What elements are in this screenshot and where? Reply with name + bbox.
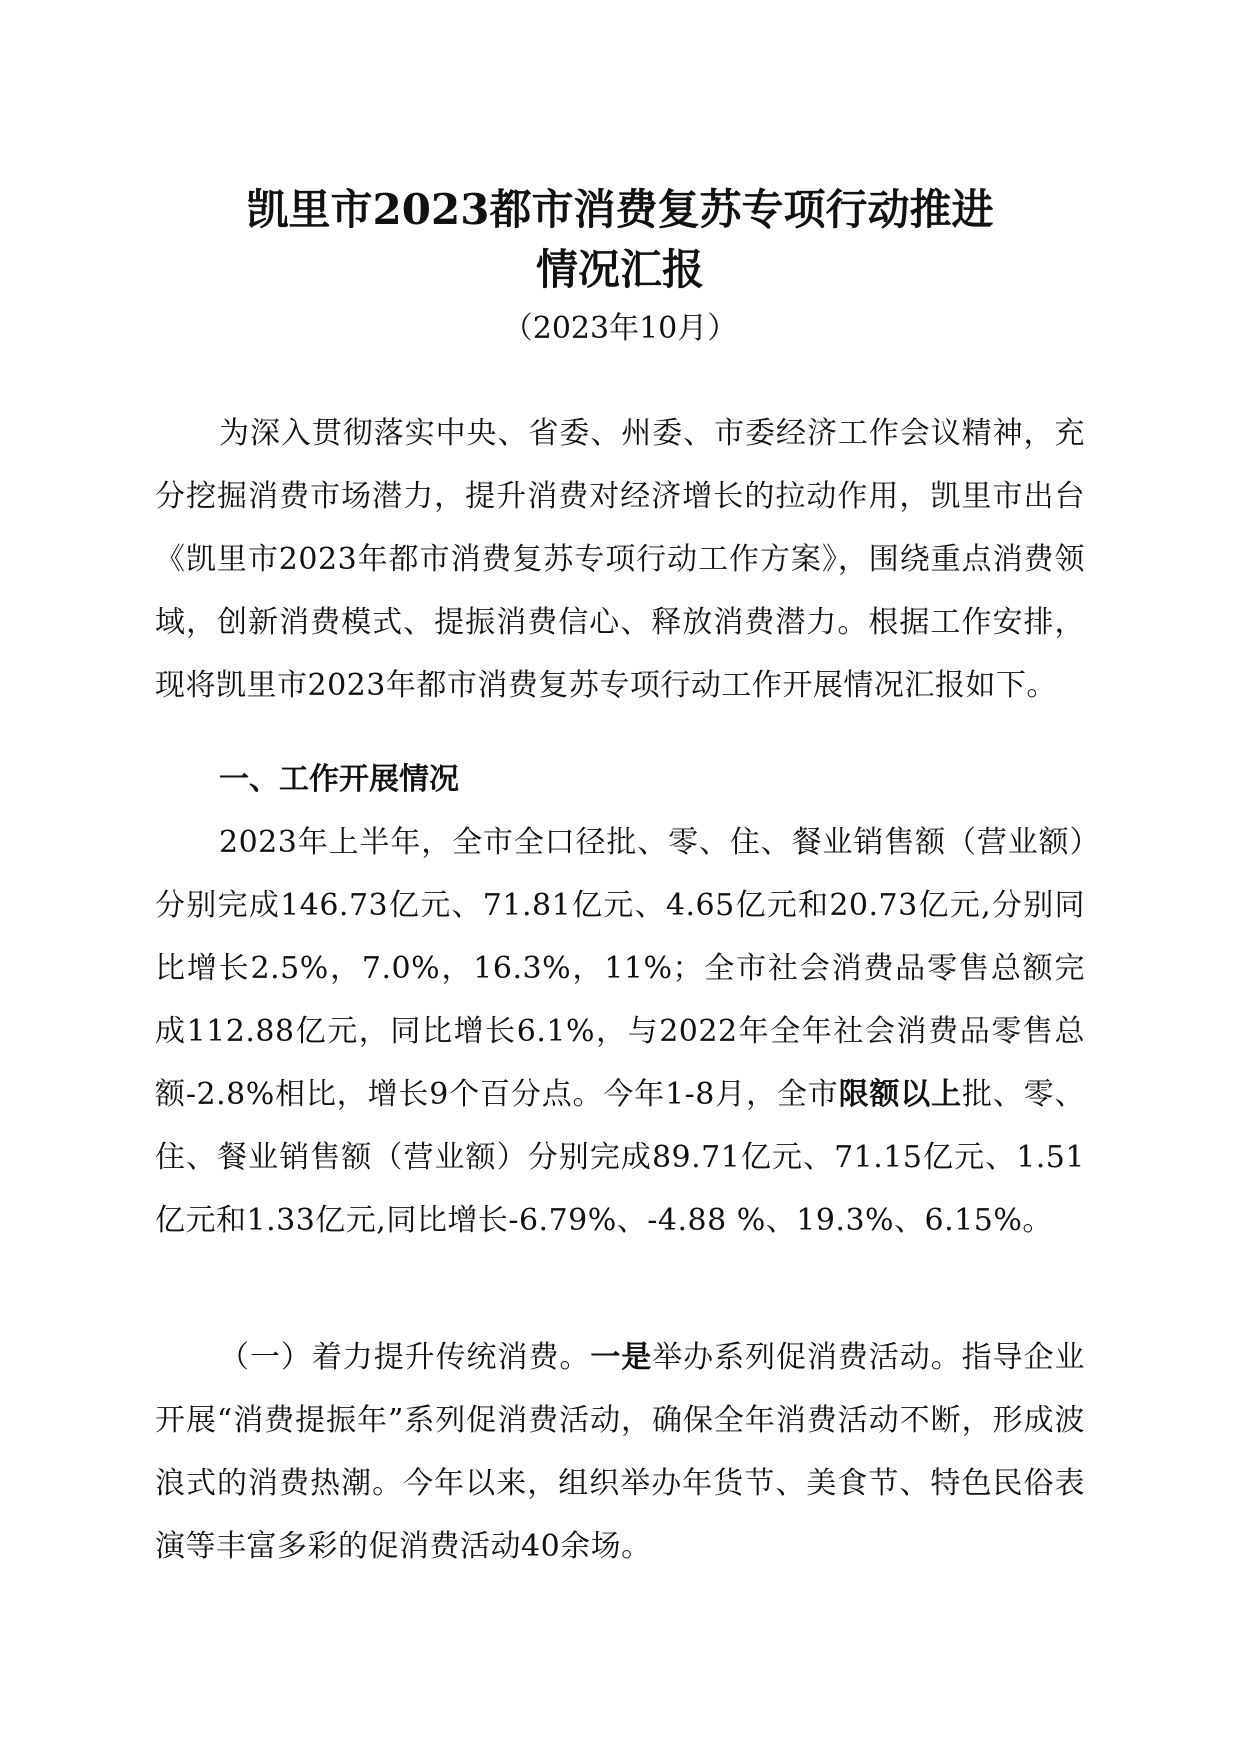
subsection-1-text: 举办系列促消费活动。指导企业开展“消费提振年”系列促消费活动，确保全年消费活动不断，形成波浪式的消费热潮。今年以来，组织举办年货节、美食节、特色民俗表演等丰富多彩的促消费活动40余场。 (155, 1340, 1086, 1564)
intro-paragraph: 为深入贯彻落实中央、省委、州委、市委经济工作会议精神，充分挖掘消费市场潜力，提升消费对经济增长的拉动作用，凯里市出台《凯里市2023年都市消费复苏专项行动工作方案》，围绕重点消费领域，创新消费模式、提振消费信心、释放消费潜力。根据工作安排，现将凯里市2023年都市消费复苏专项行动工作开展情况汇报如下。 (155, 416, 1085, 703)
section-1-paragraph (155, 811, 1085, 1252)
report-title-line-2: 情况汇报 (535, 245, 704, 294)
report-date: （2023年10月） (502, 311, 738, 346)
section-1-bold-term: 限额以上 (838, 1077, 962, 1112)
subsection-1-heading: （一）着力提升传统消费。 (219, 1340, 591, 1375)
subsection-1-bold-marker: 一是 (590, 1340, 653, 1375)
section-1-text-before: 2023年上半年，全市全口径批、零、住、餐业销售额（营业额）分别完成146.73亿元、71.81亿元、4.65亿元和20.73亿元,分别同比增长2.5%，7.0%，16.3%，11%；全市社会消费品零售总额完成112.88亿元，同比增长6.1%，与2022年全年社会消费品零售总额-2.8%相比，增长9个百分点。今年1-8月，全市 (155, 825, 1085, 1112)
subsection-1-paragraph (155, 1326, 1085, 1578)
report-title-line-1: 凯里市2023都市消费复苏专项行动推进 (246, 185, 994, 234)
section-1-text-after: 批、零、住、餐业销售额（营业额）分别完成89.71亿元、71.15亿元、1.51亿元和1.33亿元,同比增长-6.79%、-4.88 %、19.3%、6.15%。 (155, 1077, 1086, 1238)
section-1-heading: 一、工作开展情况 (219, 762, 459, 797)
